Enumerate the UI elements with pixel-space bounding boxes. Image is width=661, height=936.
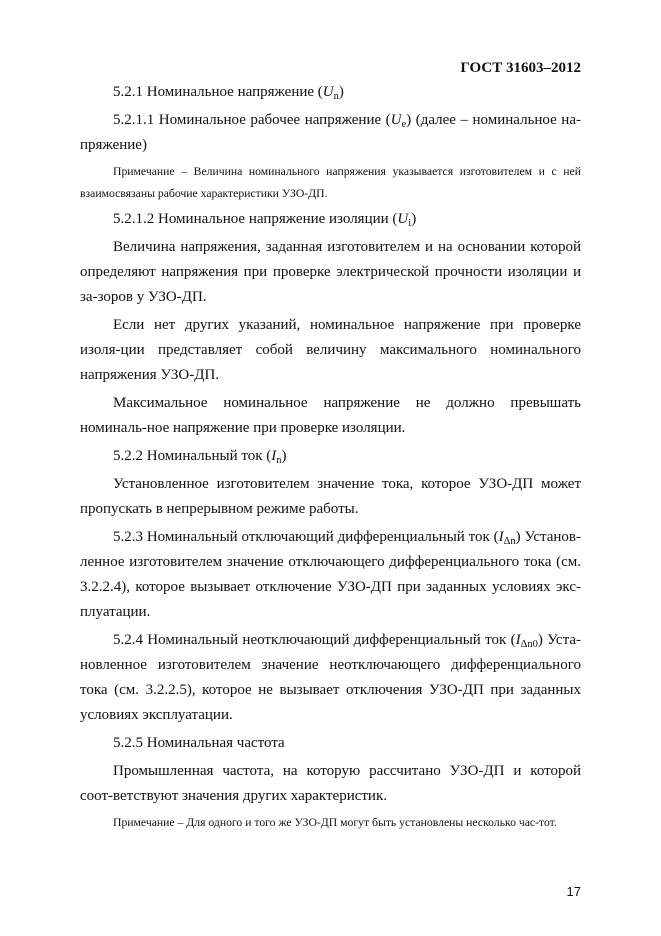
page-number: 17 (566, 884, 581, 899)
paragraph: 5.2.5 Номинальная частота (113, 735, 285, 751)
paragraph: 5.2.3 Номинальный отключающий дифференциальный ток $(I_{\Delta n})$ Установ-ленное изготовителем значение отключающего дифференциального тока (см. 3.2.2.4), которое вызывает отключение УЗО-ДП при заданных условиях экс-плуатации. (80, 529, 581, 620)
note: Примечание – Величина номинального напряжения указывается изготовителем и с ней взаимосвязаны рабочие характеристики УЗО-ДП. (80, 165, 581, 200)
paragraph: Величина напряжения, заданная изготовителем и на основании которой определяют напряжения при проверке электрической прочности изоляции и за-зоров у УЗО-ДП. (80, 239, 581, 305)
document-body (80, 80, 581, 836)
paragraph: Промышленная частота, на которую рассчитано УЗО-ДП и которой соот-ветствуют значения других характеристик. (80, 763, 581, 804)
paragraph: 5.2.4 Номинальный неотключающий дифференциальный ток $(I_{\Delta n0})$ Уста-новленное изготовителем значение неотключающего дифференциального тока (см. 3.2.2.5), которое не вызывает отключения УЗО-ДП при заданных условиях эксплуатации. (80, 632, 581, 723)
document-header-code: ГОСТ 31603–2012 (460, 60, 581, 76)
note: Примечание – Для одного и того же УЗО-ДП могут быть установлены несколько час-тот. (113, 816, 557, 829)
paragraph: 5.2.1 Номинальное напряжение $(U_n)$ (113, 84, 344, 102)
paragraph: 5.2.1.1 Номинальное рабочее напряжение $(U_e)$ (далее – номинальное на-пряжение) (80, 112, 581, 153)
paragraph: Если нет других указаний, номинальное напряжение при проверке изоля-ции представляет собой величину максимального номинального напряжения УЗО-ДП. (80, 317, 581, 383)
paragraph: Установленное изготовителем значение тока, которое УЗО-ДП может пропускать в непрерывном режиме работы. (80, 476, 581, 517)
paragraph: Максимальное номинальное напряжение не должно превышать номиналь-ное напряжение при проверке изоляции. (80, 395, 581, 436)
paragraph: 5.2.2 Номинальный ток $(I_n)$ (113, 448, 287, 466)
paragraph: 5.2.1.2 Номинальное напряжение изоляции $(U_i)$ (113, 211, 417, 229)
